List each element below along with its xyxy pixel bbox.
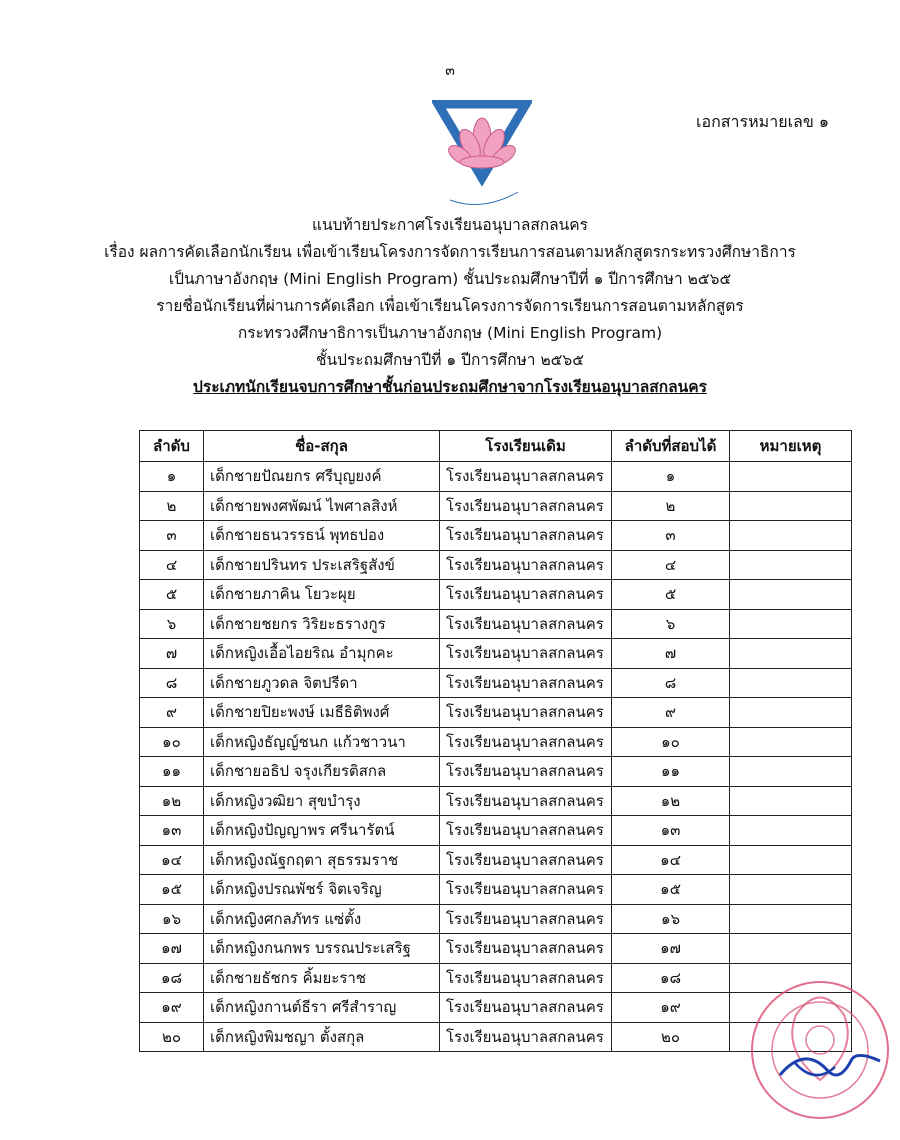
table-row bbox=[140, 639, 852, 669]
row-exam-rank: ๑๑ bbox=[612, 757, 730, 787]
row-order: ๒ bbox=[140, 491, 204, 521]
row-order: ๑๗ bbox=[140, 934, 204, 964]
row-former-school: โรงเรียนอนุบาลสกลนคร bbox=[440, 963, 612, 993]
table-row bbox=[140, 668, 852, 698]
row-order: ๑๐ bbox=[140, 727, 204, 757]
row-former-school: โรงเรียนอนุบาลสกลนคร bbox=[440, 580, 612, 610]
row-order: ๑๘ bbox=[140, 963, 204, 993]
row-name: เด็กชายปรินทร ประเสริฐสังข์ bbox=[204, 550, 440, 580]
table-row bbox=[140, 462, 852, 492]
table-row bbox=[140, 816, 852, 846]
row-former-school: โรงเรียนอนุบาลสกลนคร bbox=[440, 993, 612, 1023]
table-header-row bbox=[140, 431, 852, 462]
row-exam-rank: ๑๓ bbox=[612, 816, 730, 846]
row-former-school: โรงเรียนอนุบาลสกลนคร bbox=[440, 639, 612, 669]
row-exam-rank: ๑๙ bbox=[612, 993, 730, 1023]
heading-line-3: เป็นภาษาอังกฤษ (Mini English Program) ชั้นประถมศึกษาปีที่ ๑ ปีการศึกษา ๒๕๖๕ bbox=[168, 270, 732, 288]
row-former-school: โรงเรียนอนุบาลสกลนคร bbox=[440, 521, 612, 551]
row-order: ๔ bbox=[140, 550, 204, 580]
row-order: ๘ bbox=[140, 668, 204, 698]
row-remarks bbox=[730, 757, 852, 787]
header-former-school: โรงเรียนเดิม bbox=[440, 431, 612, 462]
row-order: ๒๐ bbox=[140, 1022, 204, 1052]
row-order: ๓ bbox=[140, 521, 204, 551]
row-former-school: โรงเรียนอนุบาลสกลนคร bbox=[440, 816, 612, 846]
heading-line-2: เรื่อง ผลการคัดเลือกนักเรียน เพื่อเข้าเรียนโครงการจัดการเรียนการสอนตามหลักสูตรกระทรวงศึกษาธิการ bbox=[104, 243, 796, 261]
row-order: ๑๔ bbox=[140, 845, 204, 875]
row-remarks bbox=[730, 904, 852, 934]
row-exam-rank: ๒ bbox=[612, 491, 730, 521]
header-exam-rank: ลำดับที่สอบได้ bbox=[612, 431, 730, 462]
row-former-school: โรงเรียนอนุบาลสกลนคร bbox=[440, 698, 612, 728]
row-name: เด็กหญิงกานต์ธีรา ศรีสำราญ bbox=[204, 993, 440, 1023]
row-former-school: โรงเรียนอนุบาลสกลนคร bbox=[440, 550, 612, 580]
row-former-school: โรงเรียนอนุบาลสกลนคร bbox=[440, 491, 612, 521]
row-remarks bbox=[730, 521, 852, 551]
row-former-school: โรงเรียนอนุบาลสกลนคร bbox=[440, 934, 612, 964]
row-name: เด็กหญิงกนกพร บรรณประเสริฐ bbox=[204, 934, 440, 964]
row-name: เด็กหญิงณัฐกฤตา สุธรรมราช bbox=[204, 845, 440, 875]
row-order: ๑๙ bbox=[140, 993, 204, 1023]
row-exam-rank: ๑๖ bbox=[612, 904, 730, 934]
row-name: เด็กชายปิยะพงษ์ เมธีธิติพงศ์ bbox=[204, 698, 440, 728]
header-remarks: หมายเหตุ bbox=[730, 431, 852, 462]
table-row bbox=[140, 580, 852, 610]
row-order: ๑๒ bbox=[140, 786, 204, 816]
row-name: เด็กชายชยกร วิริยะธรางกูร bbox=[204, 609, 440, 639]
row-former-school: โรงเรียนอนุบาลสกลนคร bbox=[440, 1022, 612, 1052]
row-exam-rank: ๑ bbox=[612, 462, 730, 492]
row-name: เด็กชายอธิป จรุงเกียรติสกล bbox=[204, 757, 440, 787]
row-name: เด็กชายธนวรรธน์ พุทธปอง bbox=[204, 521, 440, 551]
row-name: เด็กหญิงปรณพัชร์ จิตเจริญ bbox=[204, 875, 440, 905]
row-former-school: โรงเรียนอนุบาลสกลนคร bbox=[440, 904, 612, 934]
row-former-school: โรงเรียนอนุบาลสกลนคร bbox=[440, 875, 612, 905]
row-former-school: โรงเรียนอนุบาลสกลนคร bbox=[440, 786, 612, 816]
heading-line-4: รายชื่อนักเรียนที่ผ่านการคัดเลือก เพื่อเข้าเรียนโครงการจัดการเรียนการสอนตามหลักสูตร bbox=[156, 297, 744, 315]
row-remarks bbox=[730, 845, 852, 875]
row-remarks bbox=[730, 609, 852, 639]
table-row bbox=[140, 698, 852, 728]
page-number: ๓ bbox=[445, 63, 455, 79]
row-name: เด็กหญิงพิมชญา ตั้งสกุล bbox=[204, 1022, 440, 1052]
row-order: ๑๕ bbox=[140, 875, 204, 905]
row-order: ๙ bbox=[140, 698, 204, 728]
row-remarks bbox=[730, 698, 852, 728]
row-name: เด็กชายพงศพัฒน์ ไพศาลสิงห์ bbox=[204, 491, 440, 521]
row-remarks bbox=[730, 580, 852, 610]
announcement-heading bbox=[0, 212, 900, 401]
row-name: เด็กชายปัณยกร ศรีบุญยงค์ bbox=[204, 462, 440, 492]
row-former-school: โรงเรียนอนุบาลสกลนคร bbox=[440, 845, 612, 875]
table-row bbox=[140, 845, 852, 875]
heading-line-5: กระทรวงศึกษาธิการเป็นภาษาอังกฤษ (Mini English Program) bbox=[237, 324, 663, 342]
row-exam-rank: ๖ bbox=[612, 609, 730, 639]
row-name: เด็กชายภูวดล จิตปรีดา bbox=[204, 668, 440, 698]
row-name: เด็กหญิงปัญญาพร ศรีนารัตน์ bbox=[204, 816, 440, 846]
row-remarks bbox=[730, 639, 852, 669]
header-name: ชื่อ-สกุล bbox=[204, 431, 440, 462]
header-order: ลำดับ bbox=[140, 431, 204, 462]
table-row bbox=[140, 521, 852, 551]
table-row bbox=[140, 727, 852, 757]
row-name: เด็กหญิงศกลภัทร แซ่ตั้ง bbox=[204, 904, 440, 934]
school-logo-icon bbox=[432, 100, 532, 210]
row-exam-rank: ๔ bbox=[612, 550, 730, 580]
row-order: ๖ bbox=[140, 609, 204, 639]
row-former-school: โรงเรียนอนุบาลสกลนคร bbox=[440, 668, 612, 698]
student-category: ประเภทนักเรียนจบการศึกษาชั้นก่อนประถมศึกษาจากโรงเรียนอนุบาลสกลนคร bbox=[193, 378, 707, 396]
row-remarks bbox=[730, 816, 852, 846]
row-former-school: โรงเรียนอนุบาลสกลนคร bbox=[440, 609, 612, 639]
row-remarks bbox=[730, 875, 852, 905]
row-former-school: โรงเรียนอนุบาลสกลนคร bbox=[440, 727, 612, 757]
row-remarks bbox=[730, 727, 852, 757]
row-order: ๑๑ bbox=[140, 757, 204, 787]
row-exam-rank: ๗ bbox=[612, 639, 730, 669]
table-row bbox=[140, 875, 852, 905]
document-number: เอกสารหมายเลข ๑ bbox=[696, 112, 830, 131]
table-row bbox=[140, 491, 852, 521]
row-exam-rank: ๑๔ bbox=[612, 845, 730, 875]
row-name: เด็กหญิงวฒิยา สุขบำรุง bbox=[204, 786, 440, 816]
table-row bbox=[140, 904, 852, 934]
row-remarks bbox=[730, 550, 852, 580]
row-remarks bbox=[730, 668, 852, 698]
row-exam-rank: ๘ bbox=[612, 668, 730, 698]
row-former-school: โรงเรียนอนุบาลสกลนคร bbox=[440, 462, 612, 492]
row-exam-rank: ๒๐ bbox=[612, 1022, 730, 1052]
row-name: เด็กหญิงธัญญ์ชนก แก้วชาวนา bbox=[204, 727, 440, 757]
row-exam-rank: ๕ bbox=[612, 580, 730, 610]
row-exam-rank: ๑๗ bbox=[612, 934, 730, 964]
row-order: ๕ bbox=[140, 580, 204, 610]
row-exam-rank: ๑๕ bbox=[612, 875, 730, 905]
row-exam-rank: ๙ bbox=[612, 698, 730, 728]
row-exam-rank: ๓ bbox=[612, 521, 730, 551]
table-row bbox=[140, 609, 852, 639]
row-name: เด็กชายธัชกร คิ้มยะราช bbox=[204, 963, 440, 993]
row-order: ๑๖ bbox=[140, 904, 204, 934]
row-order: ๑ bbox=[140, 462, 204, 492]
row-exam-rank: ๑๐ bbox=[612, 727, 730, 757]
heading-line-1: แนบท้ายประกาศโรงเรียนอนุบาลสกลนคร bbox=[312, 216, 588, 234]
row-order: ๗ bbox=[140, 639, 204, 669]
row-order: ๑๓ bbox=[140, 816, 204, 846]
row-name: เด็กหญิงเอื้อไอยริณ อำมุกคะ bbox=[204, 639, 440, 669]
row-exam-rank: ๑๒ bbox=[612, 786, 730, 816]
row-remarks bbox=[730, 491, 852, 521]
heading-line-6: ชั้นประถมศึกษาปีที่ ๑ ปีการศึกษา ๒๕๖๕ bbox=[316, 351, 584, 369]
table-row bbox=[140, 786, 852, 816]
row-exam-rank: ๑๘ bbox=[612, 963, 730, 993]
table-row bbox=[140, 757, 852, 787]
school-seal-icon bbox=[740, 955, 890, 1135]
row-remarks bbox=[730, 462, 852, 492]
row-name: เด็กชายภาคิน โยวะผุย bbox=[204, 580, 440, 610]
row-remarks bbox=[730, 786, 852, 816]
row-former-school: โรงเรียนอนุบาลสกลนคร bbox=[440, 757, 612, 787]
table-row bbox=[140, 550, 852, 580]
